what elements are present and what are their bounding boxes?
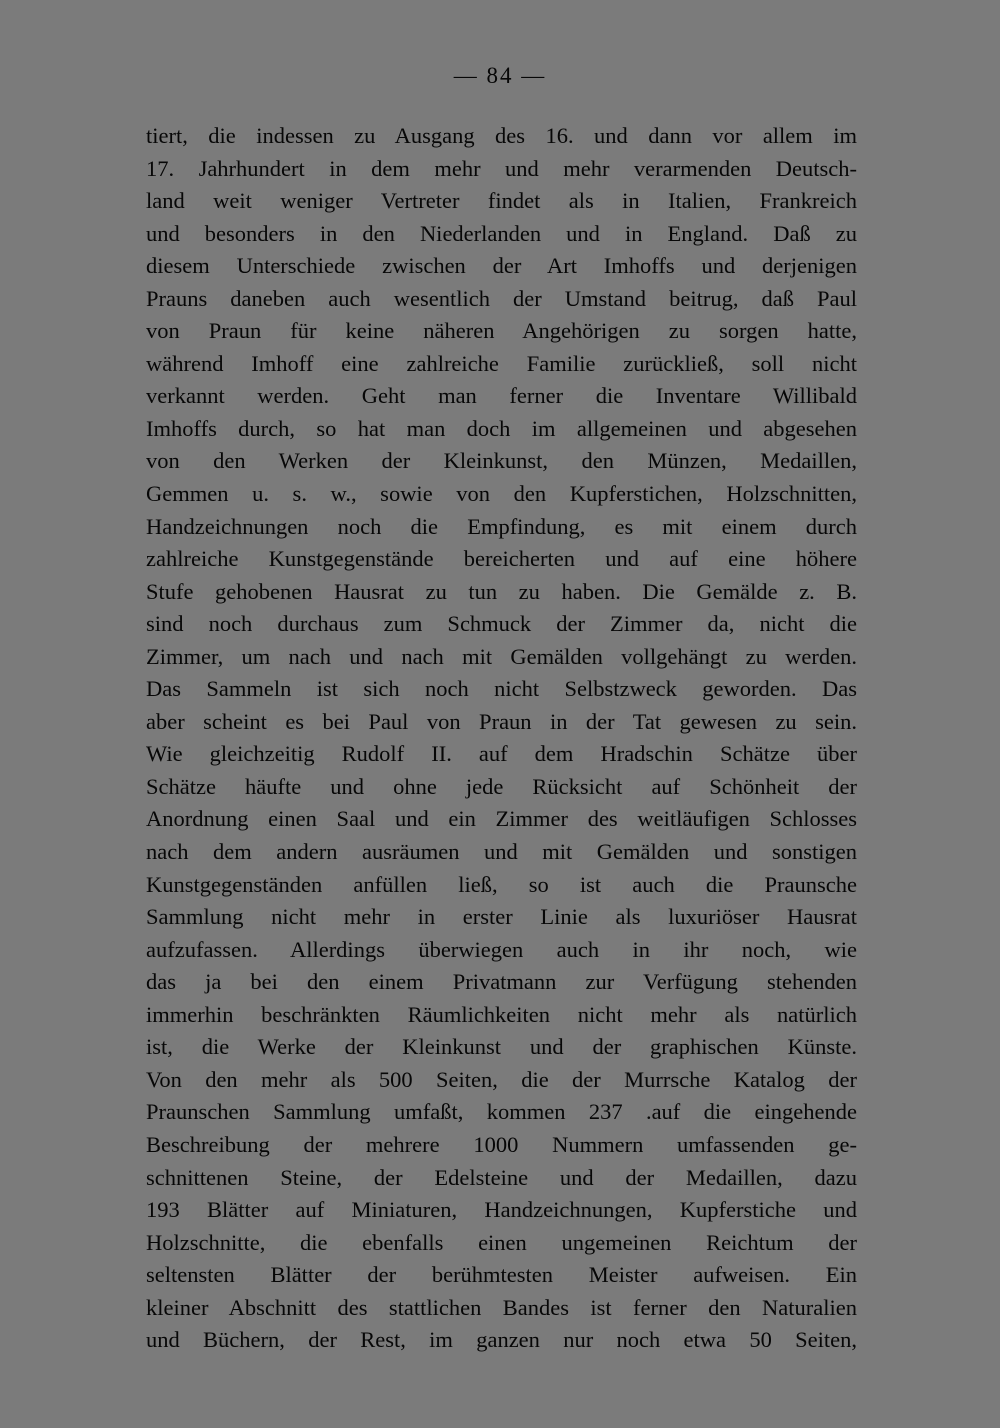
text-line: ist, die Werke der Kleinkunst und der graphischen Künste.: [146, 1034, 857, 1060]
text-line: und Büchern, der Rest, im ganzen nur noch etwa 50 Seiten,: [146, 1327, 857, 1353]
text-line: während Imhoff eine zahlreiche Familie zurückließ, soll nicht: [146, 350, 857, 376]
text-line: das ja bei den einem Privatmann zur Verfügung stehenden: [146, 969, 857, 995]
text-line: von Praun für keine näheren Angehörigen zu sorgen hatte,: [146, 318, 857, 344]
text-line: Sammlung nicht mehr in erster Linie als luxuriöser Hausrat: [146, 904, 857, 930]
text-line: nach dem andern ausräumen und mit Gemälden und sonstigen: [146, 839, 857, 865]
text-line: von den Werken der Kleinkunst, den Münzen, Medaillen,: [146, 448, 857, 474]
text-line: Stufe gehobenen Hausrat zu tun zu haben. Die Gemälde z. B.: [146, 578, 857, 604]
text-line: zahlreiche Kunstgegenstände bereicherten und auf eine höhere: [146, 546, 857, 572]
text-line: 193 Blätter auf Miniaturen, Handzeichnungen, Kupferstiche und: [146, 1197, 857, 1223]
text-line: schnittenen Steine, der Edelsteine und der Medaillen, dazu: [146, 1164, 857, 1190]
text-line: sind noch durchaus zum Schmuck der Zimmer da, nicht die: [146, 611, 857, 637]
text-line: tiert, die indessen zu Ausgang des 16. und dann vor allem im: [146, 123, 857, 148]
text-line: kleiner Abschnitt des stattlichen Bandes ist ferner den Naturalien: [146, 1294, 857, 1320]
text-line: seltensten Blätter der berühmtesten Meister aufweisen. Ein: [146, 1262, 857, 1288]
text-line: Kunstgegenständen anfüllen ließ, so ist auch die Praunsche: [146, 871, 857, 897]
text-line: Gemmen u. s. w., sowie von den Kupferstichen, Holzschnitten,: [146, 481, 857, 507]
text-line: Das Sammeln ist sich noch nicht Selbstzweck geworden. Das: [146, 676, 857, 702]
body-text: [146, 120, 857, 1357]
text-line: Schätze häufte und ohne jede Rücksicht auf Schönheit der: [146, 773, 857, 799]
text-line: und besonders in den Niederlanden und in England. Daß zu: [146, 220, 857, 246]
text-line: diesem Unterschiede zwischen der Art Imhoffs und derjenigen: [146, 253, 857, 279]
text-line: verkannt werden. Geht man ferner die Inventare Willibald: [146, 383, 857, 409]
text-line: Beschreibung der mehrere 1000 Nummern umfassenden ge-: [146, 1131, 857, 1157]
text-line: Handzeichnungen noch die Empfindung, es mit einem durch: [146, 513, 857, 539]
text-line: 17. Jahrhundert in dem mehr und mehr verarmenden Deutsch-: [146, 155, 857, 181]
text-line: Anordnung einen Saal und ein Zimmer des weitläufigen Schlosses: [146, 806, 857, 832]
text-line: Von den mehr als 500 Seiten, die der Murrsche Katalog der: [146, 1066, 857, 1092]
text-line: immerhin beschränkten Räumlichkeiten nicht mehr als natürlich: [146, 1001, 857, 1027]
text-line: Imhoffs durch, so hat man doch im allgemeinen und abgesehen: [146, 415, 857, 441]
text-line: land weit weniger Vertreter findet als in Italien, Frankreich: [146, 188, 857, 214]
text-line: Zimmer, um nach und nach mit Gemälden vollgehängt zu werden.: [146, 643, 857, 669]
text-line: aufzufassen. Allerdings überwiegen auch in ihr noch, wie: [146, 936, 857, 962]
text-line: Prauns daneben auch wesentlich der Umstand beitrug, daß Paul: [146, 285, 857, 311]
text-line: Praunschen Sammlung umfaßt, kommen 237 .auf die eingehende: [146, 1099, 857, 1125]
text-line: aber scheint es bei Paul von Praun in der Tat gewesen zu sein.: [146, 708, 857, 734]
text-line: Wie gleichzeitig Rudolf II. auf dem Hradschin Schätze über: [146, 741, 857, 767]
text-line: Holzschnitte, die ebenfalls einen ungemeinen Reichtum der: [146, 1229, 857, 1255]
page-number: — 84 —: [453, 63, 547, 88]
